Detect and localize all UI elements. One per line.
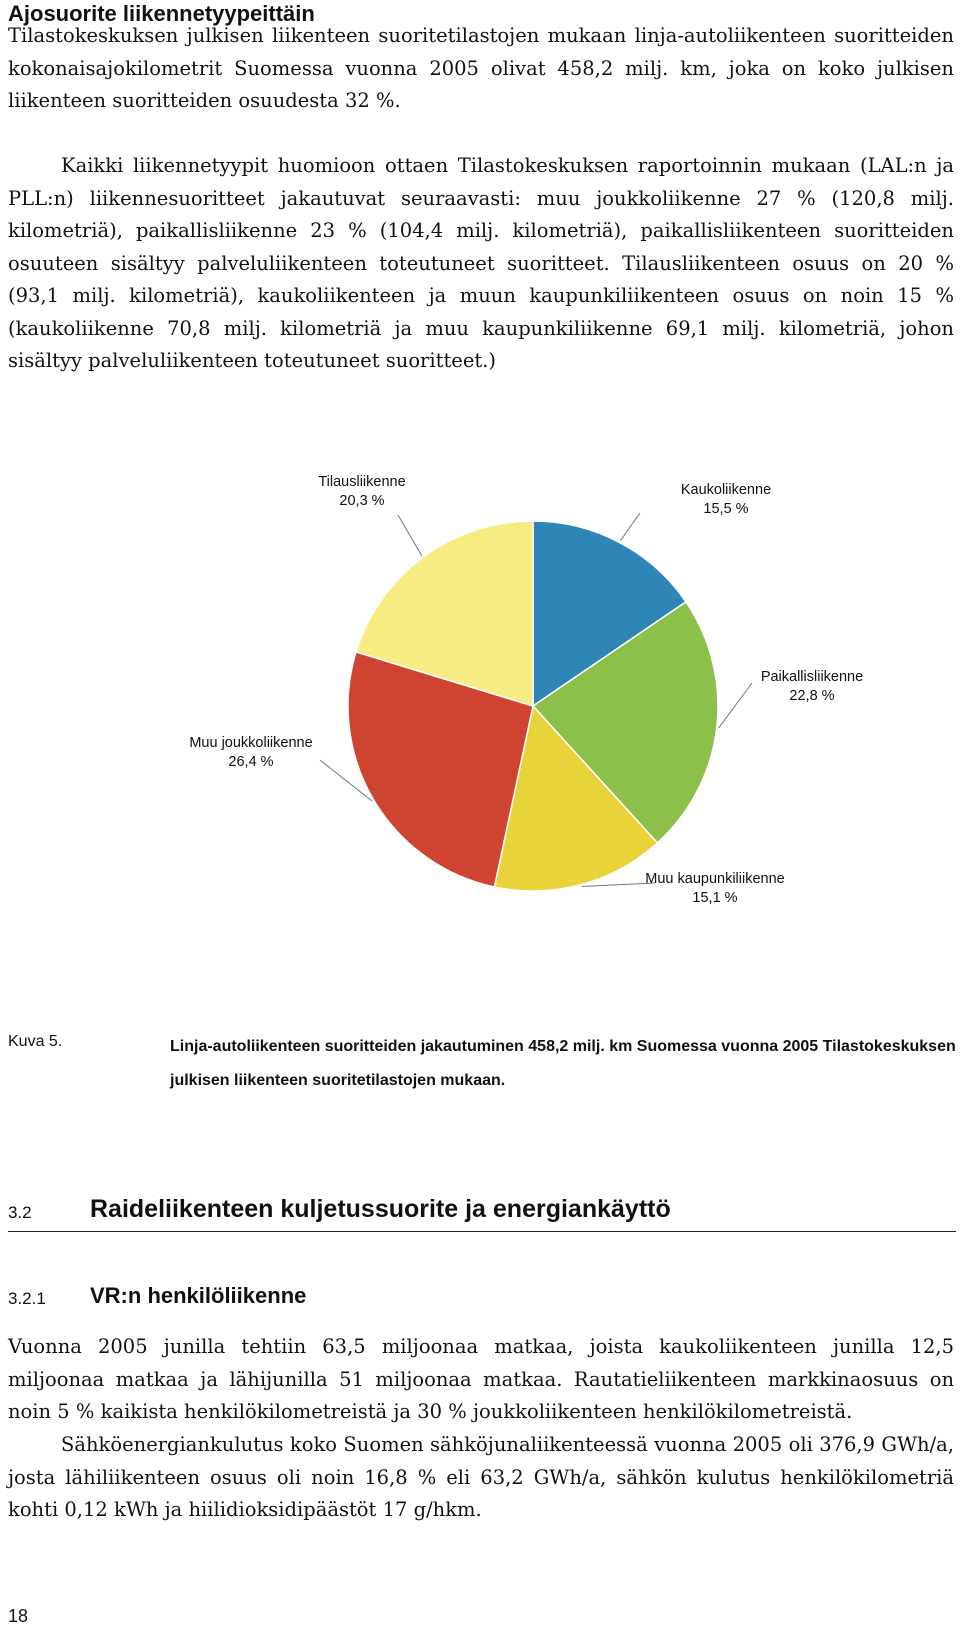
label-tilausliikenne-value: 20,3 %: [339, 493, 385, 509]
distribution-paragraph-text: Kaikki liikennetyypit huomioon ottaen Tilastokeskuksen raportoinnin mukaan (LAL:n ja PLL:n) liikennesuoritteet jakautuvat seuraavasti: muu joukkoliikenne 27 % (120,8 milj. kilometriä), paikallisliikenne 23 % (104,4 milj. kilometriä), paikallisliikenteen suoritteiden osuuteen sisältyy palveluliikenteen toteutuneet suoritteet. Tilausliikenteen osuus on 20 % (93,1 milj. kilometriä), kaukoliikenteen ja muun kaupunkiliikenteen osuus on noin 15 % (kaukoliikenne 70,8 milj. kilometriä ja muu kaupunkiliikenne 69,1 milj. kilometriä, johon sisältyy palveluliikenteen toteutuneet suoritteet.): [8, 154, 954, 372]
rail-paragraph: Vuonna 2005 junilla tehtiin 63,5 miljoonaa matkaa, joista kaukoliikenteen junilla 12,5 miljoonaa matkaa ja lähijunilla 51 miljoonaa matkaa. Rautatieliikenteen markkinaosuus on noin 5 % kaikista henkilökilometreistä ja 30 % joukkoliikenteen henkilökilometreistä.: [8, 1335, 954, 1423]
energy-paragraph-text: Sähköenergiankulutus koko Suomen sähköjunaliikenteessä vuonna 2005 oli 376,9 GWh/a, josta lähiliikenteen osuus oli noin 16,8 % eli 63,2 GWh/a, sähkön kulutus henkilökilometriä kohti 0,12 kWh ja hiilidioksidipäästöt 17 g/hkm.: [8, 1433, 954, 1521]
leader-line-kaukoliikenne: [620, 513, 640, 541]
intro-paragraph: Tilastokeskuksen julkisen liikenteen suoritetilastojen mukaan linja-autoliikenteen suoritteiden kokonaisajokilometrit Suomessa vuonna 2005 olivat 458,2 milj. km, joka on koko julkisen liikenteen suoritteiden osuudesta 32 %.: [8, 24, 954, 112]
label-kaukoliikenne-value: 15,5 %: [703, 501, 749, 517]
label-muu-kaupunkiliikenne-name: Muu kaupunkiliikenne: [645, 871, 785, 887]
energy-paragraph: [8, 1429, 954, 1527]
figure-caption: Linja-autoliikenteen suoritteiden jakautuminen 458,2 milj. km Suomessa vuonna 2005 Tilastokeskuksen julkisen liikenteen suoritetilastojen mukaan.: [170, 1038, 956, 1089]
pie-chart: [0, 474, 960, 948]
label-muu-joukkoliikenne-value: 26,4 %: [228, 754, 274, 770]
label-paikallisliikenne-name: Paikallisliikenne: [760, 669, 864, 685]
figure-number: Kuva 5.: [8, 1033, 63, 1050]
label-tilausliikenne-name: Tilausliikenne: [318, 474, 406, 490]
section-number: 3.2: [8, 1203, 32, 1222]
label-kaukoliikenne-name: Kaukoliikenne: [680, 482, 772, 498]
label-kaukoliikenne: [662, 481, 790, 519]
subsection-number: 3.2.1: [8, 1289, 46, 1308]
pie-chart-svg: [0, 478, 960, 948]
label-muu-kaupunkiliikenne: [636, 870, 794, 908]
section-title: Raideliikenteen kuljetussuorite ja energiankäyttö: [90, 1195, 671, 1223]
distribution-paragraph: [8, 150, 954, 378]
leader-line-tilausliikenne: [398, 515, 422, 556]
page-number: 18: [8, 1606, 29, 1626]
label-paikallisliikenne: [746, 668, 878, 706]
label-muu-joukkoliikenne-name: Muu joukkoliikenne: [189, 735, 313, 751]
subsection-title: VR:n henkilöliikenne: [90, 1283, 307, 1308]
label-tilausliikenne: [292, 473, 432, 511]
page-heading: Ajosuorite liikennetyypeittäin: [8, 1, 315, 26]
section-rule: [8, 1231, 956, 1232]
label-paikallisliikenne-value: 22,8 %: [789, 688, 835, 704]
label-muu-joukkoliikenne: [184, 734, 318, 772]
label-muu-kaupunkiliikenne-value: 15,1 %: [692, 890, 738, 906]
